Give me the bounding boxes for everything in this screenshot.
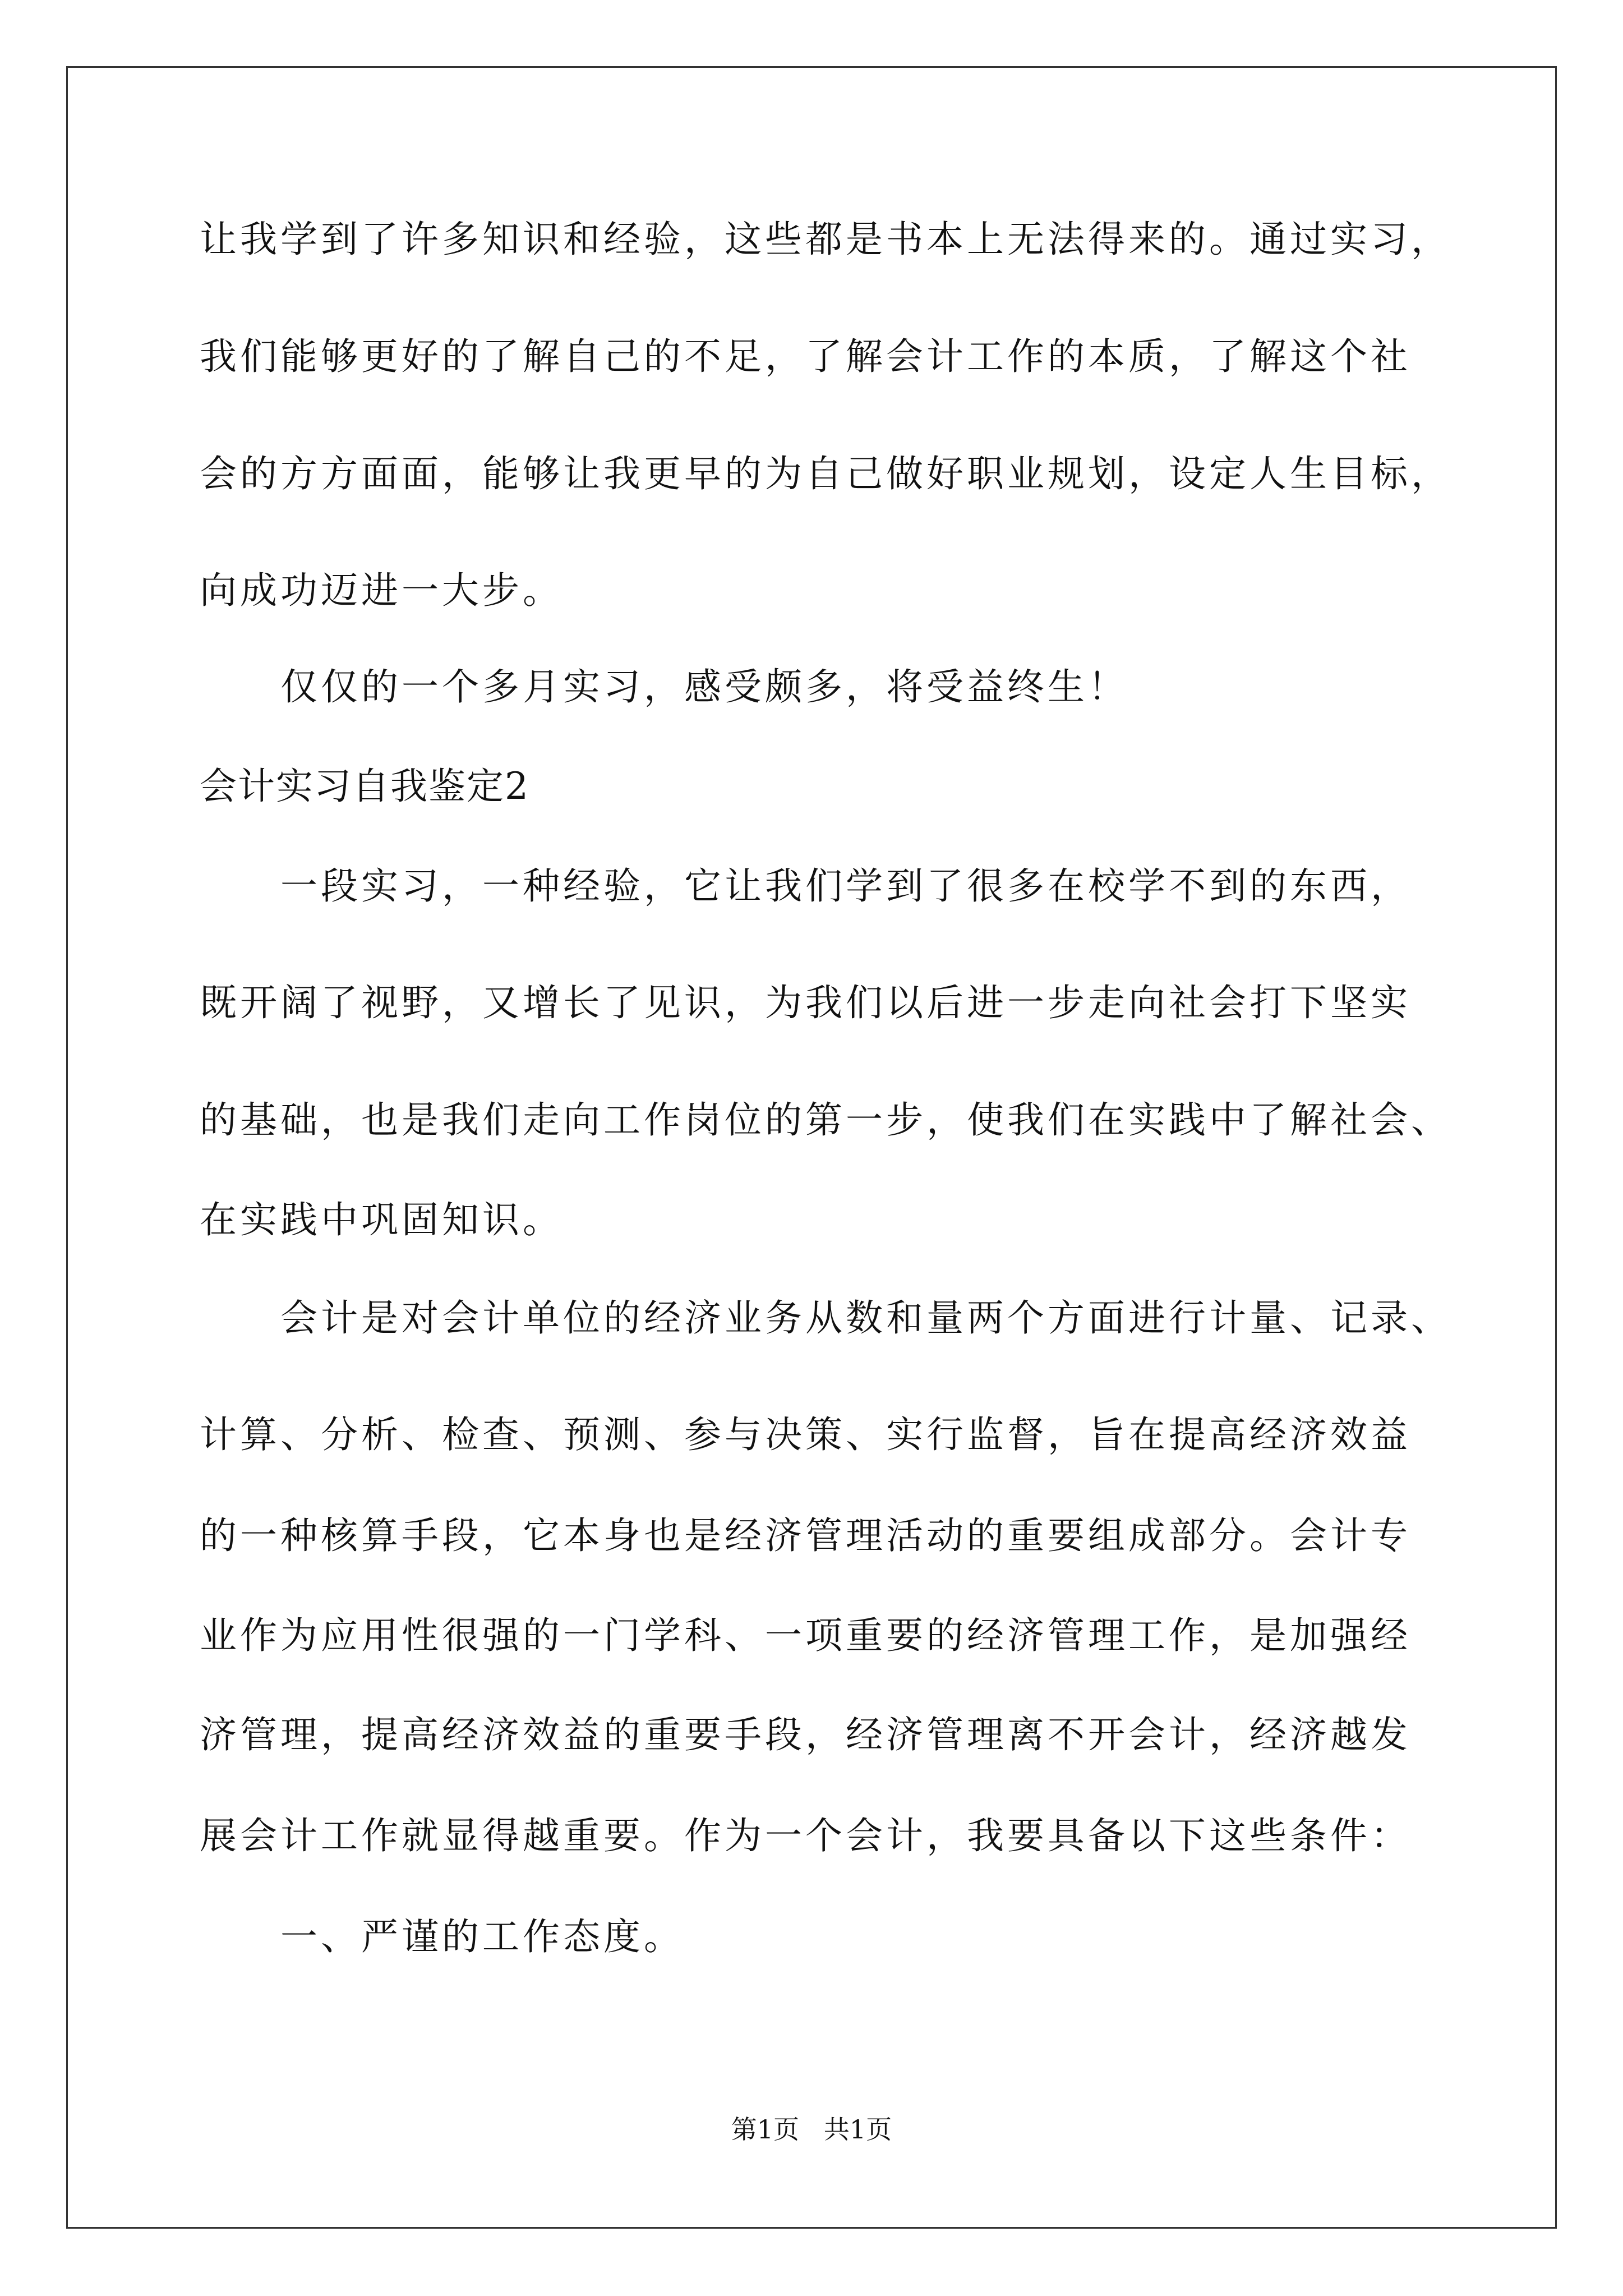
body-text-line: 展会计工作就显得越重要。作为一个会计，我要具备以下这些条件： xyxy=(200,1814,1411,1857)
body-text-line: 计算、分析、检查、预测、参与决策、实行监督，旨在提高经济效益 xyxy=(200,1413,1411,1456)
body-text-line: 向成功迈进一大步。 xyxy=(200,569,563,612)
body-text-line: 会计是对会计单位的经济业务从数和量两个方面进行计量、记录、 xyxy=(280,1296,1451,1340)
section-heading: 会计实习自我鉴定2 xyxy=(200,765,529,808)
body-text-line: 济管理，提高经济效益的重要手段，经济管理离不开会计，经济越发 xyxy=(200,1713,1411,1756)
body-text-line: 在实践中巩固知识。 xyxy=(200,1198,563,1241)
page-footer: 第1页 共1页 xyxy=(731,2114,892,2145)
body-text-line: 一、严谨的工作态度。 xyxy=(280,1915,684,1958)
body-text-line: 的基础，也是我们走向工作岗位的第一步，使我们在实践中了解社会、 xyxy=(200,1098,1451,1142)
body-text-line: 一段实习，一种经验，它让我们学到了很多在校学不到的东西， xyxy=(280,864,1411,908)
body-text-line: 我们能够更好的了解自己的不足，了解会计工作的本质，了解这个社 xyxy=(200,335,1411,378)
body-text-line: 让我学到了许多知识和经验，这些都是书本上无法得来的。通过实习， xyxy=(200,218,1451,261)
body-text-line: 既开阔了视野，又增长了见识，为我们以后进一步走向社会打下坚实 xyxy=(200,981,1411,1024)
body-text-line: 仅仅的一个多月实习，感受颇多，将受益终生！ xyxy=(280,665,1128,708)
body-text-line: 的一种核算手段，它本身也是经济管理活动的重要组成部分。会计专 xyxy=(200,1514,1411,1557)
body-text-line: 业作为应用性很强的一门学科、一项重要的经济管理工作，是加强经 xyxy=(200,1614,1411,1657)
page-border xyxy=(66,66,1557,2229)
body-text-line: 会的方方面面，能够让我更早的为自己做好职业规划，设定人生目标， xyxy=(200,452,1451,495)
